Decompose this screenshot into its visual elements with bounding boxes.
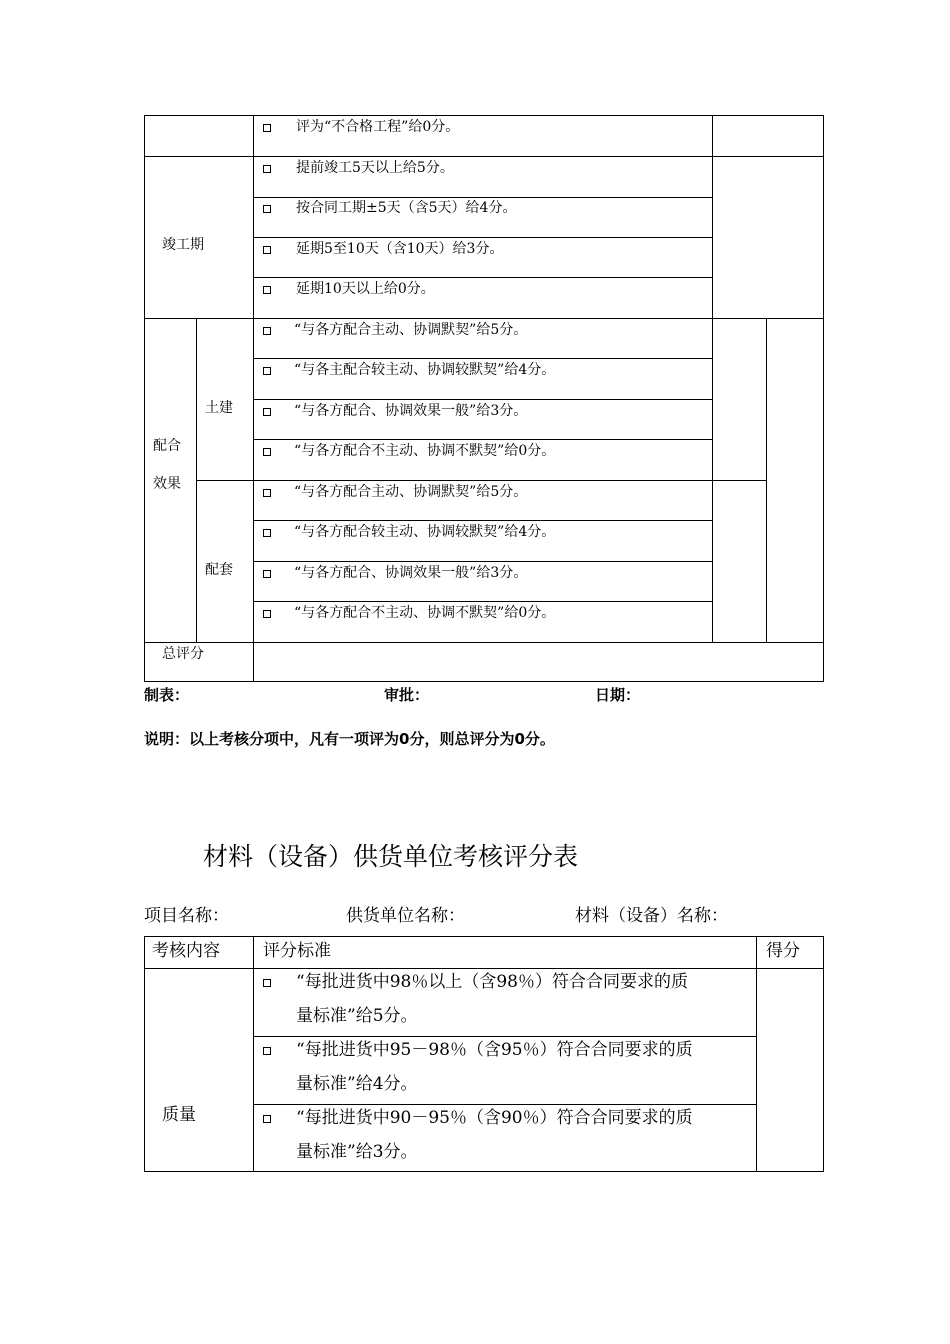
project-name-label: 项目名称： xyxy=(144,906,229,926)
table-border xyxy=(823,115,824,681)
criteria-text: “与各方配合、协调效果一般”给3分。 xyxy=(294,565,528,581)
checkbox-icon[interactable] xyxy=(263,246,271,254)
table-border xyxy=(253,1104,756,1105)
table-border xyxy=(253,439,712,440)
table-border xyxy=(253,197,712,198)
civil-label: 土建 xyxy=(205,400,233,416)
checkbox-icon[interactable] xyxy=(263,489,271,497)
criteria-text: 量标准”给5分。 xyxy=(296,1006,418,1026)
criteria-text: 按合同工期±5天（含5天）给4分。 xyxy=(296,200,517,216)
supplier-name-label: 供货单位名称： xyxy=(346,906,465,926)
table-border xyxy=(144,318,824,319)
table-border xyxy=(253,561,712,562)
checkbox-icon[interactable] xyxy=(263,286,271,294)
table-border xyxy=(144,936,824,937)
table-border xyxy=(144,968,824,969)
criteria-text: “与各方配合主动、协调默契”给5分。 xyxy=(294,484,528,500)
table-border xyxy=(253,520,712,521)
criteria-text: “与各方配合较主动、协调较默契”给4分。 xyxy=(294,524,556,540)
criteria-text: 提前竣工5天以上给5分。 xyxy=(296,160,454,176)
criteria-text: “与各方配合主动、协调默契”给5分。 xyxy=(294,322,528,338)
table-border xyxy=(253,358,712,359)
checkbox-icon[interactable] xyxy=(263,327,271,335)
table-border xyxy=(144,642,824,643)
criteria-text: 延期5至10天（含10天）给3分。 xyxy=(296,241,504,257)
table-border xyxy=(756,936,757,1171)
approved-by-label: 审批： xyxy=(384,686,430,704)
checkbox-icon[interactable] xyxy=(263,124,271,132)
table-border xyxy=(712,115,713,642)
criteria-text: “每批进货中90－95％（含90％）符合合同要求的质 xyxy=(296,1108,693,1128)
checkbox-icon[interactable] xyxy=(263,165,271,173)
checkbox-icon[interactable] xyxy=(263,1047,271,1055)
criteria-text: “与各方配合、协调效果一般”给3分。 xyxy=(294,403,528,419)
checkbox-icon[interactable] xyxy=(263,610,271,618)
table-border xyxy=(144,156,824,157)
table-border xyxy=(144,115,145,681)
table-border xyxy=(144,681,824,682)
criteria-text: 量标准”给3分。 xyxy=(296,1142,418,1162)
table-border xyxy=(253,1036,756,1037)
checkbox-icon[interactable] xyxy=(263,367,271,375)
supporting-label: 配套 xyxy=(205,562,233,578)
header-scoring-criteria: 评分标准 xyxy=(263,941,331,961)
prepared-by-label: 制表： xyxy=(144,686,190,704)
total-score-label: 总评分 xyxy=(162,646,204,662)
criteria-text: “每批进货中98％以上（含98％）符合合同要求的质 xyxy=(296,972,688,992)
checkbox-icon[interactable] xyxy=(263,1115,271,1123)
criteria-text: “与各方配合不主动、协调不默契”给0分。 xyxy=(294,443,556,459)
table-border xyxy=(144,1171,824,1172)
table-border xyxy=(766,318,767,642)
note-text: 说明：以上考核分项中，凡有一项评为0分，则总评分为0分。 xyxy=(144,730,555,748)
criteria-text: “与各方配合不主动、协调不默契”给0分。 xyxy=(294,605,556,621)
quality-label: 质量 xyxy=(162,1105,196,1125)
checkbox-icon[interactable] xyxy=(263,529,271,537)
table-border xyxy=(253,936,254,1171)
table-border xyxy=(144,115,824,116)
table-border xyxy=(196,480,766,481)
material-name-label: 材料（设备）名称： xyxy=(575,906,728,926)
cooperation-label-line1: 配合 xyxy=(153,438,181,454)
criteria-text: “每批进货中95－98％（含95％）符合合同要求的质 xyxy=(296,1040,693,1060)
checkbox-icon[interactable] xyxy=(263,205,271,213)
table-border xyxy=(253,115,254,681)
criteria-text: 评为“不合格工程”给0分。 xyxy=(296,119,460,135)
table-border xyxy=(253,237,712,238)
checkbox-icon[interactable] xyxy=(263,570,271,578)
criteria-text: “与各主配合较主动、协调较默契”给4分。 xyxy=(294,362,556,378)
cooperation-label-line2: 效果 xyxy=(153,476,181,492)
completion-label: 竣工期 xyxy=(162,237,204,253)
checkbox-icon[interactable] xyxy=(263,979,271,987)
header-score: 得分 xyxy=(766,941,800,961)
page-title: 材料（设备）供货单位考核评分表 xyxy=(203,842,579,871)
checkbox-icon[interactable] xyxy=(263,448,271,456)
table-border xyxy=(253,399,712,400)
header-assessment-content: 考核内容 xyxy=(152,941,220,961)
table-border xyxy=(253,277,712,278)
table-border xyxy=(253,601,712,602)
date-label: 日期： xyxy=(595,686,641,704)
criteria-text: 量标准”给4分。 xyxy=(296,1074,418,1094)
table-border xyxy=(823,936,824,1171)
table-border xyxy=(196,318,197,642)
criteria-text: 延期10天以上给0分。 xyxy=(296,281,435,297)
table-border xyxy=(144,936,145,1171)
checkbox-icon[interactable] xyxy=(263,408,271,416)
